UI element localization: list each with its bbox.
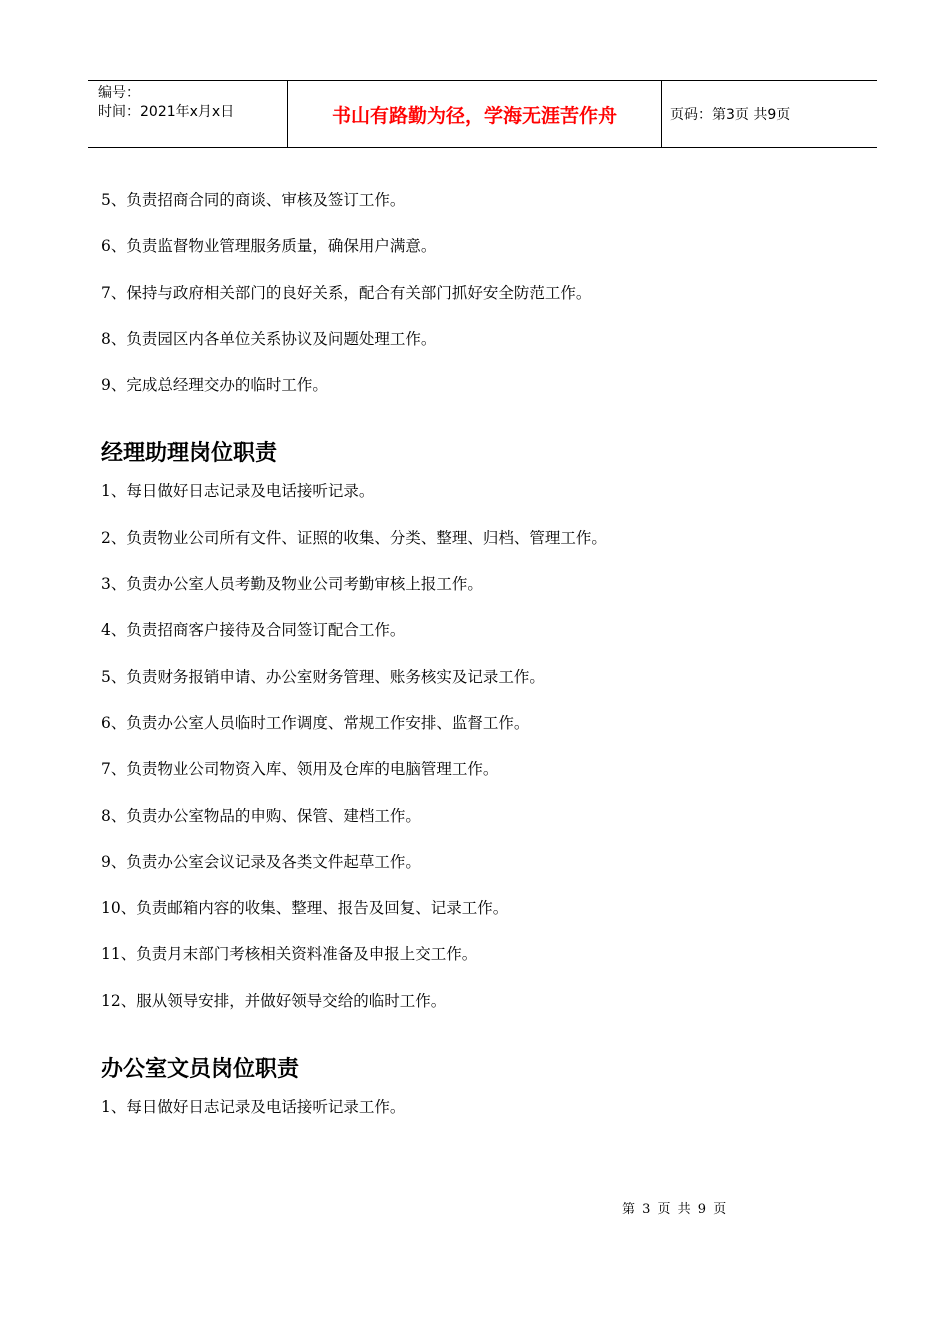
list-item: 7、保持与政府相关部门的良好关系，配合有关部门抓好安全防范工作。: [101, 283, 592, 302]
document-header: [88, 80, 877, 148]
section-3-list: [101, 1093, 861, 1139]
list-item: 1、每日做好日志记录及电话接听记录工作。: [101, 1098, 406, 1117]
list-item: 7、负责物业公司物资入库、领用及仓库的电脑管理工作。: [101, 760, 499, 779]
list-item: 11、负责月末部门考核相关资料准备及申报上交工作。: [101, 945, 478, 964]
list-item: 8、负责办公室物品的申购、保管、建档工作。: [101, 806, 421, 825]
header-page-info: 页码：第3页 共9页: [670, 107, 791, 123]
section-2-list: [101, 477, 861, 1033]
list-item: 5、负责招商合同的商谈、审核及签订工作。: [101, 191, 406, 209]
page-footer: 第 3 页 共 9 页: [622, 1202, 727, 1217]
header-motto: 书山有路勤为径，学海无涯苦作舟: [288, 81, 662, 147]
document-number-label: 编号：: [98, 85, 140, 101]
section-1-list: [101, 186, 861, 417]
list-item: 10、负责邮箱内容的收集、整理、报告及回复、记录工作。: [101, 899, 509, 918]
list-item: 9、负责办公室会议记录及各类文件起草工作。: [101, 852, 421, 871]
list-item: 12、服从领导安排，并做好领导交给的临时工作。: [101, 991, 447, 1010]
section-title-assistant: 经理助理岗位职责: [101, 441, 278, 467]
list-item: 5、负责财务报销申请、办公室财务管理、账务核实及记录工作。: [101, 667, 545, 686]
header-meta: [88, 81, 288, 147]
document-body: [101, 186, 861, 1139]
list-item: 2、负责物业公司所有文件、证照的收集、分类、整理、归档、管理工作。: [101, 528, 607, 547]
list-item: 8、负责园区内各单位关系协议及问题处理工作。: [101, 329, 437, 348]
list-item: 4、负责招商客户接待及合同签订配合工作。: [101, 621, 406, 640]
list-item: 1、每日做好日志记录及电话接听记录。: [101, 482, 375, 501]
list-item: 6、负责监督物业管理服务质量，确保用户满意。: [101, 237, 437, 256]
list-item: 3、负责办公室人员考勤及物业公司考勤审核上报工作。: [101, 575, 483, 594]
section-title-clerk: 办公室文员岗位职责: [101, 1057, 300, 1083]
list-item: 9、完成总经理交办的临时工作。: [101, 376, 328, 395]
document-date: 时间：2021年x月x日: [98, 104, 235, 120]
list-item: 6、负责办公室人员临时工作调度、常规工作安排、监督工作。: [101, 713, 530, 732]
